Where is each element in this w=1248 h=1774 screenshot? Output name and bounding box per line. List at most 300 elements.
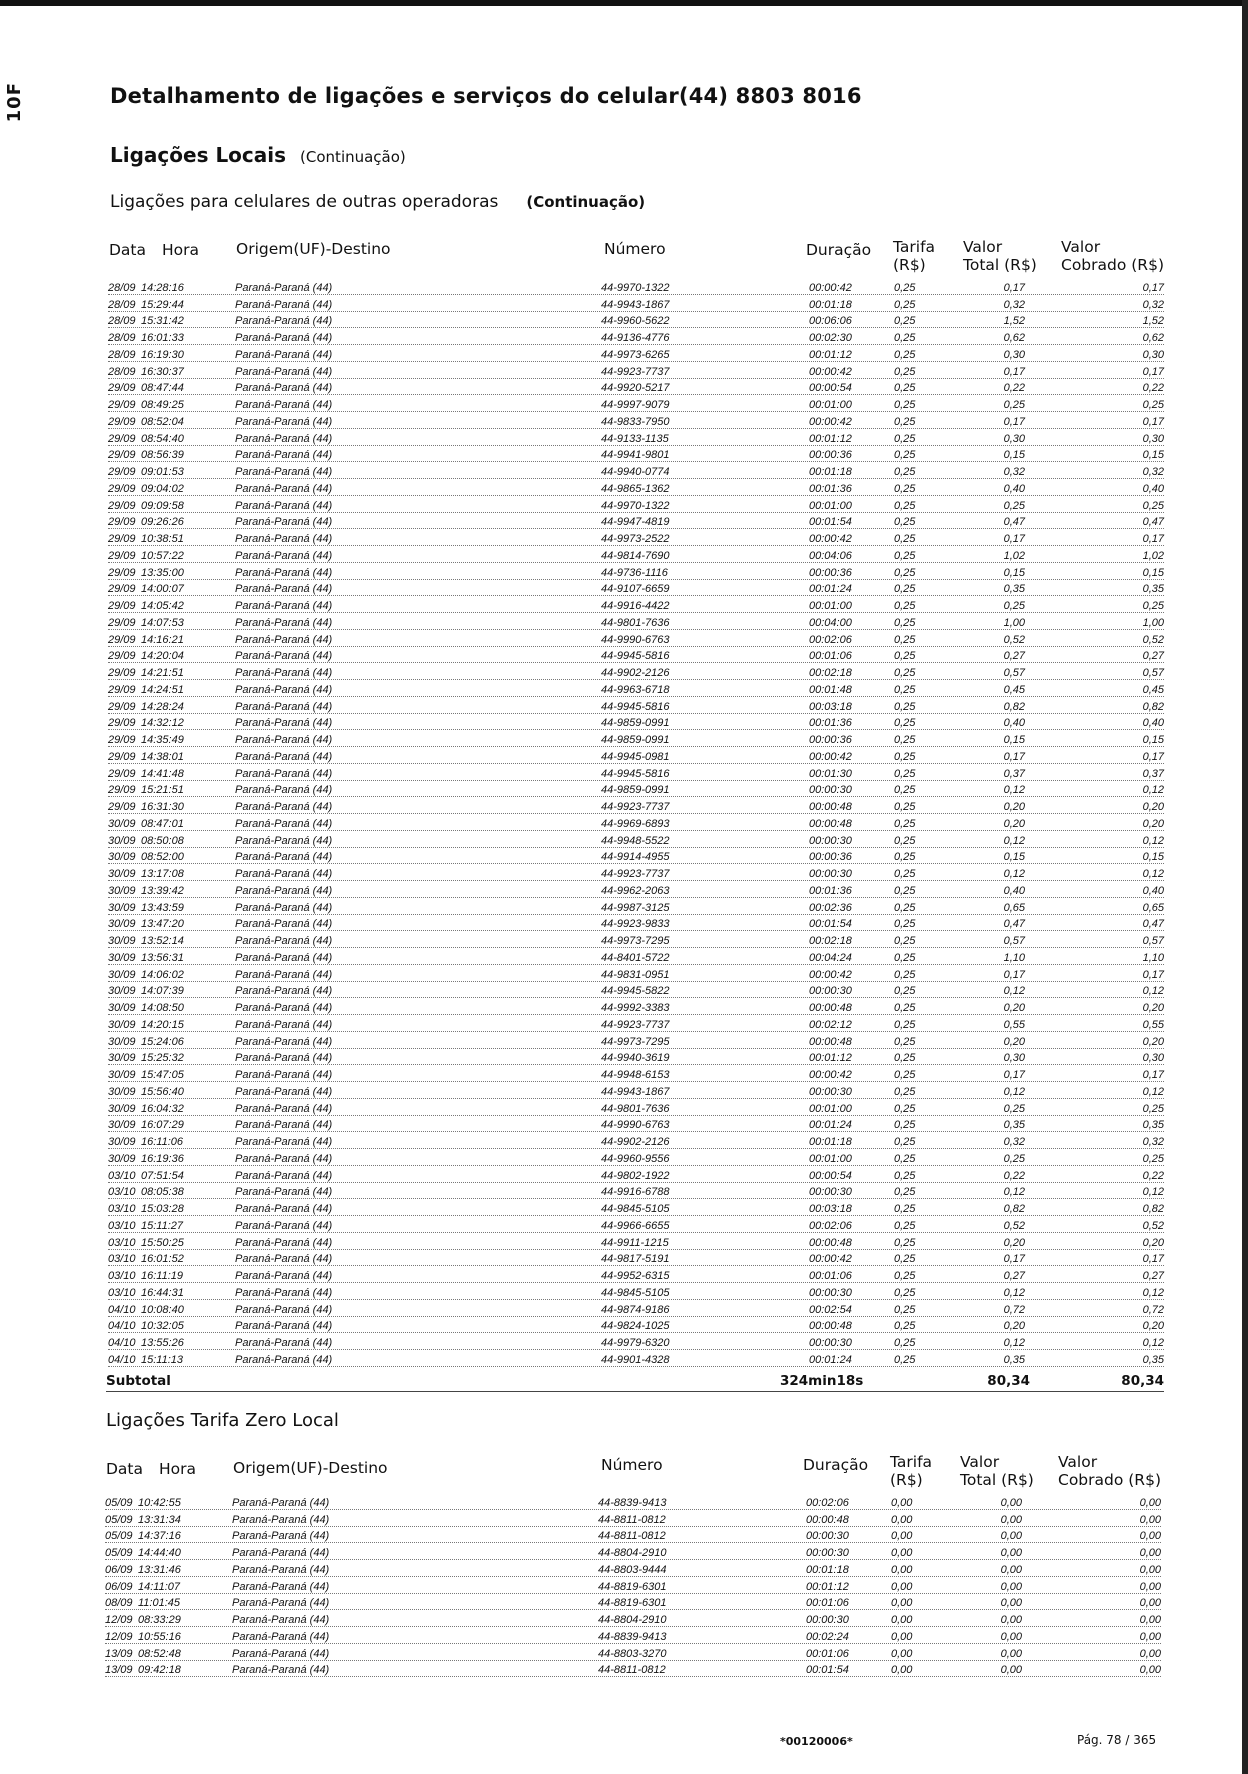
cell-total: 0,00	[1000, 1614, 1022, 1626]
cell-total: 0,15	[1003, 851, 1025, 864]
table-row	[108, 362, 1164, 379]
cell-total: 0,25	[1003, 1102, 1025, 1115]
cell-number: 44-8839-9413	[598, 1630, 667, 1643]
cell-date: 28/09	[108, 332, 136, 344]
cell-total: 0,47	[1003, 516, 1025, 529]
cell-charged: 0,15	[1142, 851, 1164, 864]
cell-time: 14:28:24	[141, 700, 184, 713]
cell-rate: 0,25	[894, 633, 916, 646]
cell-total: 0,45	[1003, 683, 1025, 696]
cell-rate: 0,25	[894, 1253, 916, 1266]
cell-rate: 0,25	[894, 1018, 916, 1031]
cell-origin: Paraná-Paraná (44)	[232, 1547, 330, 1559]
cell-rate: 0,25	[894, 1069, 916, 1081]
cell-duration: 00:02:12	[809, 1018, 852, 1031]
cell-date: 28/09	[108, 365, 136, 378]
cell-number: 44-8804-2910	[598, 1547, 667, 1559]
cell-date: 04/10	[108, 1353, 136, 1366]
cell-charged: 0,27	[1142, 1270, 1164, 1282]
cell-number: 44-9990-6763	[601, 1119, 670, 1132]
cell-total: 0,00	[1000, 1630, 1022, 1643]
cell-duration: 00:02:24	[806, 1630, 849, 1643]
cell-number: 44-9865-1362	[601, 482, 670, 495]
cell-duration: 00:02:36	[809, 901, 852, 914]
col-valor-total-2: Valor Total (R$)	[960, 1453, 1034, 1489]
cell-duration: 00:02:18	[809, 667, 852, 679]
cell-time: 16:31:30	[141, 801, 184, 813]
cell-rate: 0,25	[894, 482, 916, 495]
cell-origin: Paraná-Paraná (44)	[235, 1353, 333, 1366]
cell-number: 44-9824-1025	[601, 1320, 670, 1333]
table-row	[108, 1032, 1164, 1049]
cell-charged: 0,17	[1142, 533, 1164, 545]
cell-origin: Paraná-Paraná (44)	[232, 1647, 330, 1660]
cell-duration: 00:01:30	[809, 767, 852, 780]
cell-rate: 0,25	[894, 700, 916, 713]
cell-time: 13:31:34	[138, 1513, 181, 1526]
cell-total: 0,12	[1003, 834, 1025, 847]
col-numero-2: Número	[601, 1456, 663, 1474]
cell-date: 30/09	[108, 1119, 136, 1132]
table-row	[108, 1149, 1164, 1166]
cell-date: 03/10	[108, 1219, 136, 1232]
cell-time: 08:52:04	[141, 415, 184, 428]
cell-time: 13:47:20	[141, 918, 184, 931]
cell-date: 29/09	[108, 734, 136, 746]
cell-time: 15:03:28	[141, 1203, 184, 1215]
table-row	[108, 479, 1164, 496]
cell-number: 44-9970-1322	[601, 281, 670, 294]
cell-number: 44-9817-5191	[601, 1253, 670, 1266]
cell-rate: 0,25	[894, 365, 916, 378]
cell-date: 30/09	[108, 968, 136, 981]
cell-charged: 0,35	[1142, 1353, 1164, 1366]
cell-rate: 0,25	[894, 801, 916, 813]
table-row	[108, 747, 1164, 764]
cell-number: 44-9845-5105	[601, 1286, 670, 1299]
cell-date: 04/10	[108, 1337, 136, 1349]
cell-duration: 00:00:30	[809, 985, 852, 998]
page-number: Pág. 78 / 365	[1077, 1733, 1157, 1747]
cell-time: 14:44:40	[138, 1547, 181, 1559]
cell-number: 44-9923-7737	[601, 1018, 670, 1031]
cell-origin: Paraná-Paraná (44)	[232, 1630, 330, 1643]
cell-rate: 0,25	[894, 750, 916, 763]
cell-charged: 0,00	[1139, 1630, 1161, 1643]
cell-date: 30/09	[108, 901, 136, 914]
cell-total: 0,62	[1003, 332, 1025, 344]
col-origem-2: Origem(UF)-Destino	[233, 1459, 388, 1477]
cell-number: 44-9133-1135	[601, 432, 669, 445]
cell-date: 03/10	[108, 1169, 136, 1182]
cell-number: 44-9920-5217	[601, 382, 670, 395]
cell-origin: Paraná-Paraná (44)	[235, 834, 333, 847]
cell-time: 11:01:45	[138, 1597, 181, 1610]
cell-duration: 00:00:30	[809, 834, 852, 847]
cell-number: 44-8803-3270	[598, 1647, 667, 1660]
cell-time: 10:38:51	[141, 533, 184, 545]
cell-rate: 0,25	[894, 1286, 916, 1299]
cell-rate: 0,25	[894, 683, 916, 696]
cell-charged: 0,00	[1139, 1647, 1161, 1660]
cell-duration: 00:00:30	[809, 784, 852, 797]
cell-rate: 0,25	[894, 868, 916, 880]
table-row	[105, 1644, 1161, 1661]
cell-number: 44-9136-4776	[601, 332, 670, 344]
cell-time: 10:32:05	[141, 1320, 184, 1333]
cell-origin: Paraná-Paraná (44)	[235, 784, 333, 797]
col-duracao: Duração	[806, 241, 872, 259]
cell-duration: 00:00:48	[809, 1035, 852, 1048]
cell-total: 0,15	[1003, 734, 1025, 746]
cell-total: 0,17	[1003, 1253, 1025, 1266]
cell-date: 30/09	[108, 1052, 136, 1065]
table-row	[105, 1594, 1161, 1611]
cell-origin: Paraná-Paraná (44)	[232, 1530, 330, 1543]
cell-date: 29/09	[108, 549, 136, 562]
cell-date: 30/09	[108, 1102, 136, 1115]
cell-duration: 00:01:24	[809, 583, 852, 596]
cell-total: 0,12	[1003, 1286, 1025, 1299]
cell-rate: 0,25	[894, 466, 916, 478]
cell-total: 0,17	[1003, 281, 1025, 294]
cell-total: 1,02	[1003, 549, 1025, 562]
cell-total: 0,32	[1003, 298, 1025, 311]
cell-charged: 0,00	[1139, 1664, 1161, 1677]
table-row	[108, 663, 1164, 680]
cell-charged: 0,40	[1142, 482, 1164, 495]
cell-number: 44-9859-0991	[601, 784, 670, 797]
cell-time: 10:55:16	[138, 1630, 181, 1643]
cell-charged: 1,02	[1142, 549, 1164, 562]
cell-duration: 00:02:06	[809, 1219, 852, 1232]
table-row	[108, 831, 1164, 848]
table-row	[108, 1250, 1164, 1267]
cell-rate: 0,00	[891, 1513, 913, 1526]
cell-charged: 0,20	[1142, 1035, 1164, 1048]
cell-time: 13:43:59	[141, 901, 184, 914]
cell-rate: 0,25	[894, 1152, 916, 1165]
table-row	[108, 680, 1164, 697]
cell-total: 0,27	[1003, 1270, 1025, 1282]
cell-total: 0,15	[1003, 449, 1025, 462]
cell-number: 44-9990-6763	[601, 633, 670, 646]
cell-duration: 00:00:36	[809, 734, 852, 746]
cell-duration: 00:01:36	[809, 884, 852, 897]
table-row	[108, 1216, 1164, 1233]
cell-number: 44-9802-1922	[601, 1169, 670, 1182]
cell-rate: 0,25	[894, 851, 916, 864]
cell-number: 44-9960-5622	[601, 315, 670, 328]
cell-duration: 00:06:06	[809, 315, 852, 328]
cell-date: 03/10	[108, 1286, 136, 1299]
cell-time: 09:42:18	[138, 1664, 181, 1677]
cell-number: 44-9801-7636	[601, 1102, 670, 1115]
cell-charged: 0,37	[1142, 767, 1164, 780]
cell-rate: 0,25	[894, 281, 916, 294]
tarifa-zero-table	[105, 1493, 1161, 1677]
cell-date: 28/09	[108, 281, 136, 294]
table-row	[108, 797, 1164, 814]
cell-origin: Paraná-Paraná (44)	[235, 516, 333, 529]
cell-total: 0,25	[1003, 399, 1025, 411]
cell-total: 0,35	[1003, 1119, 1025, 1132]
cell-total: 0,27	[1003, 650, 1025, 663]
cell-number: 44-9948-5522	[601, 834, 670, 847]
cell-number: 44-9987-3125	[601, 901, 670, 914]
cell-charged: 0,57	[1142, 935, 1164, 947]
cell-origin: Paraná-Paraná (44)	[232, 1563, 330, 1576]
col-numero: Número	[604, 240, 666, 258]
cell-total: 0,15	[1003, 566, 1025, 579]
cell-date: 29/09	[108, 449, 136, 462]
table-row	[108, 1233, 1164, 1250]
cell-date: 29/09	[108, 566, 136, 579]
cell-rate: 0,25	[894, 667, 916, 679]
cell-rate: 0,25	[894, 415, 916, 428]
cell-origin: Paraná-Paraná (44)	[235, 767, 333, 780]
footer-code: *00120006*	[780, 1735, 853, 1748]
col-origem: Origem(UF)-Destino	[236, 240, 391, 258]
cell-number: 44-8819-6301	[598, 1597, 667, 1610]
cell-rate: 0,25	[894, 332, 916, 344]
cell-duration: 00:00:42	[809, 415, 852, 428]
cell-time: 15:56:40	[141, 1085, 184, 1098]
cell-number: 44-9916-6788	[601, 1186, 670, 1199]
cell-duration: 00:02:30	[809, 332, 852, 344]
cell-origin: Paraná-Paraná (44)	[232, 1496, 330, 1509]
cell-duration: 00:01:12	[806, 1580, 849, 1593]
cell-total: 0,55	[1003, 1018, 1025, 1031]
cell-charged: 0,20	[1142, 1236, 1164, 1249]
cell-date: 30/09	[108, 1069, 136, 1081]
cell-number: 44-9736-1116	[601, 566, 668, 579]
cell-duration: 00:00:48	[809, 817, 852, 830]
cell-number: 44-9914-4955	[601, 851, 670, 864]
cell-origin: Paraná-Paraná (44)	[235, 533, 333, 545]
cell-time: 14:11:07	[138, 1580, 181, 1593]
cell-date: 30/09	[108, 884, 136, 897]
cell-number: 44-8839-9413	[598, 1496, 667, 1509]
cell-time: 15:11:13	[141, 1353, 184, 1366]
cell-date: 29/09	[108, 717, 136, 730]
cell-number: 44-9945-5816	[601, 767, 670, 780]
table-row	[108, 379, 1164, 396]
cell-number: 44-9963-6718	[601, 683, 670, 696]
cell-total: 0,32	[1003, 466, 1025, 478]
cell-rate: 0,25	[894, 583, 916, 596]
table-row	[108, 529, 1164, 546]
cell-origin: Paraná-Paraná (44)	[235, 717, 333, 730]
cell-date: 28/09	[108, 315, 136, 328]
cell-time: 13:35:00	[141, 566, 184, 579]
cell-date: 29/09	[108, 466, 136, 478]
cell-time: 10:08:40	[141, 1303, 184, 1316]
cell-date: 06/09	[105, 1563, 133, 1576]
cell-charged: 0,12	[1142, 784, 1164, 797]
table-row	[108, 1283, 1164, 1300]
cell-number: 44-9945-5816	[601, 700, 670, 713]
cell-charged: 0,57	[1142, 667, 1164, 679]
cell-origin: Paraná-Paraná (44)	[235, 935, 333, 947]
cell-origin: Paraná-Paraná (44)	[235, 868, 333, 880]
cell-number: 44-9962-2063	[601, 884, 670, 897]
table-row	[108, 1065, 1164, 1082]
cell-charged: 0,00	[1139, 1580, 1161, 1593]
cell-total: 0,17	[1003, 533, 1025, 545]
cell-number: 44-8819-6301	[598, 1580, 667, 1593]
col-valor-total: Valor Total (R$)	[963, 238, 1037, 274]
table-row	[108, 462, 1164, 479]
cell-date: 29/09	[108, 683, 136, 696]
cell-time: 08:47:44	[141, 382, 184, 395]
cell-date: 30/09	[108, 951, 136, 964]
cell-charged: 0,40	[1142, 884, 1164, 897]
cell-charged: 1,52	[1142, 315, 1164, 328]
cell-date: 03/10	[108, 1186, 136, 1199]
cell-date: 29/09	[108, 650, 136, 663]
cell-charged: 0,00	[1139, 1496, 1161, 1509]
cell-rate: 0,25	[894, 382, 916, 395]
cell-rate: 0,25	[894, 499, 916, 512]
cell-time: 14:20:04	[141, 650, 184, 663]
cell-charged: 0,45	[1142, 683, 1164, 696]
cell-duration: 00:00:30	[809, 1085, 852, 1098]
cell-duration: 00:00:42	[809, 365, 852, 378]
cell-rate: 0,00	[891, 1664, 913, 1677]
table-row	[108, 1183, 1164, 1200]
cell-charged: 0,55	[1142, 1018, 1164, 1031]
cell-charged: 0,47	[1142, 516, 1164, 529]
cell-number: 44-9833-7950	[601, 415, 670, 428]
table-row	[108, 647, 1164, 664]
cell-origin: Paraná-Paraná (44)	[235, 1270, 333, 1282]
col-hora: Hora	[162, 241, 200, 259]
cell-date: 29/09	[108, 482, 136, 495]
cell-date: 29/09	[108, 767, 136, 780]
cell-total: 0,20	[1003, 801, 1025, 813]
cell-rate: 0,25	[894, 1236, 916, 1249]
section-name: Ligações Locais	[110, 143, 287, 167]
table-row	[108, 931, 1164, 948]
cell-origin: Paraná-Paraná (44)	[235, 600, 333, 612]
cell-number: 44-9947-4819	[601, 516, 670, 529]
cell-number: 44-9948-6153	[601, 1069, 670, 1081]
cell-date: 30/09	[108, 1085, 136, 1098]
cell-origin: Paraná-Paraná (44)	[235, 851, 333, 864]
cell-charged: 0,82	[1142, 1203, 1164, 1215]
cell-charged: 0,47	[1142, 918, 1164, 931]
cell-origin: Paraná-Paraná (44)	[235, 667, 333, 679]
cell-number: 44-9997-9079	[601, 399, 670, 411]
cell-time: 08:54:40	[141, 432, 184, 445]
cell-charged: 0,20	[1142, 817, 1164, 830]
cell-rate: 0,00	[891, 1614, 913, 1626]
cell-duration: 00:04:24	[809, 951, 852, 964]
cell-total: 0,00	[1000, 1530, 1022, 1543]
cell-time: 13:52:14	[141, 935, 184, 947]
cell-total: 0,52	[1003, 633, 1025, 646]
cell-rate: 0,25	[894, 549, 916, 562]
cell-duration: 00:00:42	[809, 750, 852, 763]
section2-heading: Ligações Tarifa Zero Local	[106, 1410, 339, 1431]
cell-total: 0,40	[1003, 717, 1025, 730]
cell-duration: 00:00:42	[809, 1069, 852, 1081]
cell-rate: 0,25	[894, 449, 916, 462]
table-row	[108, 1132, 1164, 1149]
section-heading	[110, 143, 406, 167]
cell-rate: 0,00	[891, 1496, 913, 1509]
cell-charged: 0,17	[1142, 1069, 1164, 1081]
cell-duration: 00:01:00	[809, 499, 852, 512]
cell-duration: 00:04:06	[809, 549, 852, 562]
cell-number: 44-8811-0812	[598, 1530, 666, 1543]
cell-rate: 0,25	[894, 784, 916, 797]
cell-date: 30/09	[108, 817, 136, 830]
cell-date: 13/09	[105, 1647, 133, 1660]
cell-rate: 0,25	[894, 1169, 916, 1182]
cell-time: 16:19:36	[141, 1152, 184, 1165]
col-duracao-2: Duração	[803, 1456, 869, 1474]
cell-time: 13:31:46	[138, 1563, 181, 1576]
cell-charged: 0,25	[1142, 600, 1164, 612]
table-row	[108, 814, 1164, 831]
cell-rate: 0,25	[894, 1102, 916, 1115]
cell-origin: Paraná-Paraná (44)	[235, 1052, 333, 1065]
cell-rate: 0,25	[894, 298, 916, 311]
cell-date: 29/09	[108, 667, 136, 679]
cell-origin: Paraná-Paraná (44)	[232, 1664, 330, 1677]
cell-date: 30/09	[108, 1018, 136, 1031]
cell-number: 44-9859-0991	[601, 734, 670, 746]
subtotal-label: Subtotal	[106, 1373, 171, 1389]
cell-origin: Paraná-Paraná (44)	[235, 399, 333, 411]
cell-duration: 00:01:24	[809, 1353, 852, 1366]
cell-time: 14:05:42	[141, 600, 184, 612]
cell-total: 0,25	[1003, 499, 1025, 512]
cell-origin: Paraná-Paraná (44)	[235, 1002, 333, 1014]
table-row	[108, 596, 1164, 613]
cell-date: 30/09	[108, 1136, 136, 1148]
cell-total: 0,12	[1003, 868, 1025, 880]
cell-time: 09:04:02	[141, 482, 184, 495]
cell-time: 15:24:06	[141, 1035, 184, 1048]
calls-table	[108, 278, 1164, 1367]
cell-origin: Paraná-Paraná (44)	[235, 1320, 333, 1333]
cell-origin: Paraná-Paraná (44)	[235, 1035, 333, 1048]
cell-duration: 00:03:18	[809, 700, 852, 713]
cell-duration: 00:01:54	[806, 1664, 849, 1677]
cell-rate: 0,25	[894, 566, 916, 579]
table-row	[108, 1199, 1164, 1216]
table-row	[108, 580, 1164, 597]
table-row	[105, 1510, 1161, 1527]
cell-time: 07:51:54	[141, 1169, 184, 1182]
cell-origin: Paraná-Paraná (44)	[235, 750, 333, 763]
cell-duration: 00:01:54	[809, 516, 852, 529]
cell-rate: 0,25	[894, 1119, 916, 1132]
cell-time: 09:09:58	[141, 499, 184, 512]
table-row	[105, 1577, 1161, 1594]
cell-date: 29/09	[108, 499, 136, 512]
cell-charged: 0,52	[1142, 1219, 1164, 1232]
cell-date: 28/09	[108, 298, 136, 311]
cell-total: 0,65	[1003, 901, 1025, 914]
cell-origin: Paraná-Paraná (44)	[235, 918, 333, 931]
table-row	[108, 1099, 1164, 1116]
cell-charged: 0,12	[1142, 1186, 1164, 1199]
cell-number: 44-9943-1867	[601, 298, 670, 311]
